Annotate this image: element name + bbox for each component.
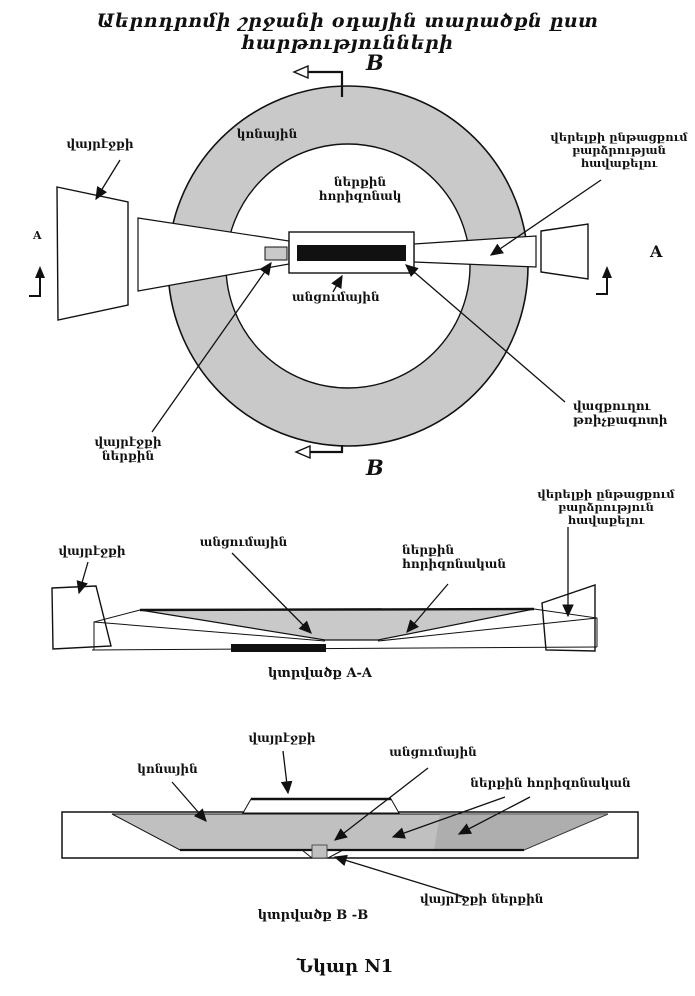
runway <box>297 245 406 261</box>
bb-landing-trapezoid <box>243 799 399 813</box>
figure-caption: Նկար N1 <box>296 956 394 977</box>
label-inner-horizontal-plan <box>300 176 420 204</box>
bb-inner-landing-rect <box>312 845 327 858</box>
left-approach-trapezoid <box>57 187 128 320</box>
section-letter-b-top: B <box>366 50 384 75</box>
label-landing-bb: վայրէջքի <box>248 731 316 745</box>
plan-view-drawing <box>29 66 612 458</box>
label-transitional-aa: անցումային <box>199 535 288 549</box>
leader-landing <box>96 160 120 199</box>
label-line: թռիչքագոտի <box>573 412 668 427</box>
right-approach-trapezoid <box>541 224 588 279</box>
label-transitional-plan: անցումային <box>292 290 380 304</box>
label-landing-aa: վայրէջքի <box>58 544 126 558</box>
aa-runway <box>231 644 326 652</box>
section-a-marker-right <box>596 266 612 294</box>
label-line: հորիզոնական <box>402 556 507 571</box>
label-conical-plan: կոնային <box>236 127 298 141</box>
label-landing-inner-plan <box>88 436 168 464</box>
label-transitional-bb: անցումային <box>389 745 477 759</box>
label-line: բարձրության <box>572 143 666 158</box>
label-line: վազքուղու <box>573 399 651 413</box>
label-line: հավաքելու <box>580 156 658 171</box>
label-line: վերելքի ընթացքում <box>550 130 688 144</box>
label-takeoff-climb-aa <box>520 488 692 528</box>
label-line: ներքին <box>402 543 455 557</box>
label-inner-horizontal-aa <box>402 544 517 572</box>
inner-landing-surface <box>265 247 287 260</box>
label-inner-horizontal-bb: ներքին հորիզոնական <box>470 776 631 790</box>
caption-section-aa: կտրվածք A-A <box>267 666 373 681</box>
aa-left-trapezoid <box>52 586 111 649</box>
bb-leader-landing <box>283 751 288 793</box>
label-line: ներքին <box>333 175 387 189</box>
label-runway-strip-plan <box>573 400 688 428</box>
section-a-marker-left <box>29 266 45 296</box>
section-b-marker-bottom <box>296 445 342 458</box>
label-line: վերելքի ընթացքում <box>537 487 675 501</box>
label-conical-bb: կոնային <box>137 762 198 776</box>
section-letter-a-right: A <box>650 242 663 261</box>
label-landing-inner-bb: վայրէջքի ներքին <box>420 892 544 906</box>
page-title: Աերոդրոմի շրջանի օդային տարածքն ըստ հարթությունների <box>96 10 599 54</box>
label-landing-plan: վայրէջքի <box>66 137 134 151</box>
label-takeoff-climb-plan <box>545 131 693 171</box>
label-line: վայրէջքի <box>94 435 162 449</box>
section-letter-a-left: A <box>33 229 42 242</box>
aa-top-edge <box>140 609 534 610</box>
section-letter-b-bottom: B <box>366 455 384 480</box>
label-line: բարձրություն հավաքելու <box>558 500 654 528</box>
aa-gray-surfaces <box>140 609 534 640</box>
label-line: հորիզոնակ <box>318 188 402 203</box>
label-line: ներքին <box>101 448 155 463</box>
caption-section-bb: կտրվածք B -B <box>257 908 369 923</box>
